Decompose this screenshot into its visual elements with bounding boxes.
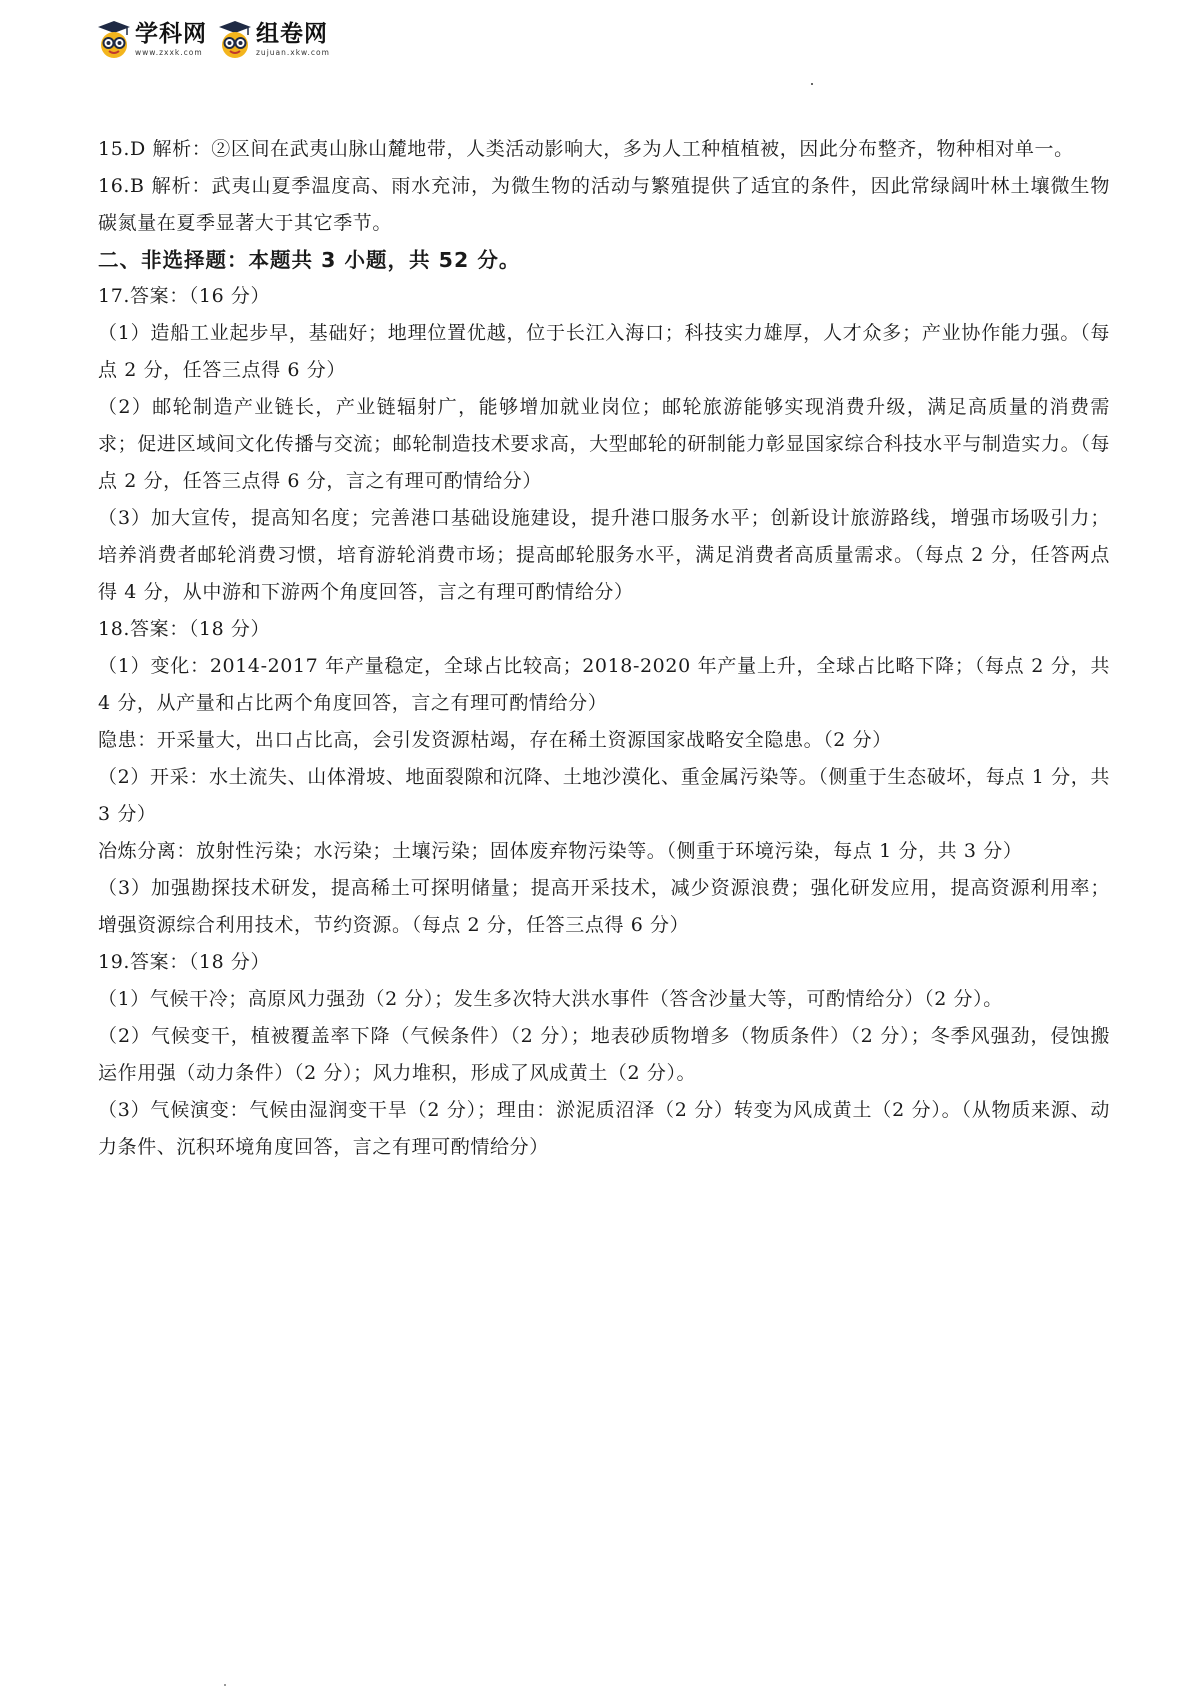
answer-part: （3）气候演变：气候由湿润变干旱（2 分）；理由：淤泥质沼泽（2 分）转变为风成黄土（2 分）。（从物质来源、动力条件、沉积环境角度回答，言之有理可酌情给分） (98, 1099, 1110, 1158)
question-header: 18.答案：（18 分） (98, 618, 271, 640)
logo-name: 学科网 (135, 21, 207, 47)
question-19 (98, 944, 1110, 1166)
question-17 (98, 278, 1110, 611)
answer-content (98, 131, 1110, 1166)
answer-part: （2）气候变干，植被覆盖率下降（气候条件）（2 分）；地表砂质物增多（物质条件）（2 分）；冬季风强劲，侵蚀搬运作用强（动力条件）（2 分）；风力堆积，形成了风成黄土（2 分）。 (98, 1025, 1110, 1084)
scan-speck (811, 83, 813, 85)
owl-mascot-icon (96, 20, 132, 60)
answer-part: 隐患：开采量大，出口占比高，会引发资源枯竭，存在稀土资源国家战略安全隐患。（2 分） (98, 729, 892, 751)
scan-speck (224, 1684, 226, 1686)
answer-part: （1）造船工业起步早，基础好；地理位置优越，位于长江入海口；科技实力雄厚，人才众多；产业协作能力强。（每点 2 分，任答三点得 6 分） (98, 322, 1110, 381)
zujuanwang-logo[interactable] (217, 20, 330, 60)
owl-mascot-icon (217, 20, 253, 60)
section-title: 二、非选择题：本题共 3 小题，共 52 分。 (98, 248, 521, 272)
logo-name: 组卷网 (256, 21, 328, 47)
answer-16: 16.B 解析：武夷山夏季温度高、雨水充沛，为微生物的活动与繁殖提供了适宜的条件，因此常绿阔叶林土壤微生物碳氮量在夏季显著大于其它季节。 (98, 175, 1110, 234)
answer-part: （1）气候干冷；高原风力强劲（2 分）；发生多次特大洪水事件（答含沙量大等，可酌情给分）（2 分）。 (98, 988, 1003, 1010)
xuekewang-logo[interactable] (96, 20, 207, 60)
answer-part: （1）变化：2014-2017 年产量稳定，全球占比较高；2018-2020 年产量上升，全球占比略下降；（每点 2 分，共 4 分，从产量和占比两个角度回答，言之有理可酌情给分） (98, 655, 1110, 714)
answer-15: 15.D 解析：②区间在武夷山脉山麓地带，人类活动影响大，多为人工种植植被，因此分布整齐，物种相对单一。 (98, 138, 1074, 160)
logo-url: www.zxxk.com (135, 48, 203, 57)
answer-part: （3）加强勘探技术研发，提高稀土可探明储量；提高开采技术，减少资源浪费；强化研发应用，提高资源利用率；增强资源综合利用技术，节约资源。（每点 2 分，任答三点得 6 分） (98, 877, 1110, 936)
question-18 (98, 611, 1110, 944)
answer-part: （3）加大宣传，提高知名度；完善港口基础设施建设，提升港口服务水平；创新设计旅游路线，增强市场吸引力；培养消费者邮轮消费习惯，培育游轮消费市场；提高邮轮服务水平，满足消费者高质量需求。（每点 2 分，任答两点得 4 分，从中游和下游两个角度回答，言之有理可酌情给分） (98, 507, 1110, 603)
answer-part: （2）开采：水土流失、山体滑坡、地面裂隙和沉降、土地沙漠化、重金属污染等。（侧重于生态破坏，每点 1 分，共 3 分） (98, 766, 1110, 825)
question-header: 19.答案：（18 分） (98, 951, 271, 973)
header-logos (96, 20, 330, 64)
logo-url: zujuan.xkw.com (256, 48, 330, 57)
answer-part: （2）邮轮制造产业链长，产业链辐射广，能够增加就业岗位；邮轮旅游能够实现消费升级，满足高质量的消费需求；促进区域间文化传播与交流；邮轮制造技术要求高，大型邮轮的研制能力彰显国家综合科技水平与制造实力。（每点 2 分，任答三点得 6 分，言之有理可酌情给分） (98, 396, 1110, 492)
answer-part: 冶炼分离：放射性污染；水污染；土壤污染；固体废弃物污染等。（侧重于环境污染，每点 1 分，共 3 分） (98, 840, 1023, 862)
question-header: 17.答案：（16 分） (98, 285, 271, 307)
